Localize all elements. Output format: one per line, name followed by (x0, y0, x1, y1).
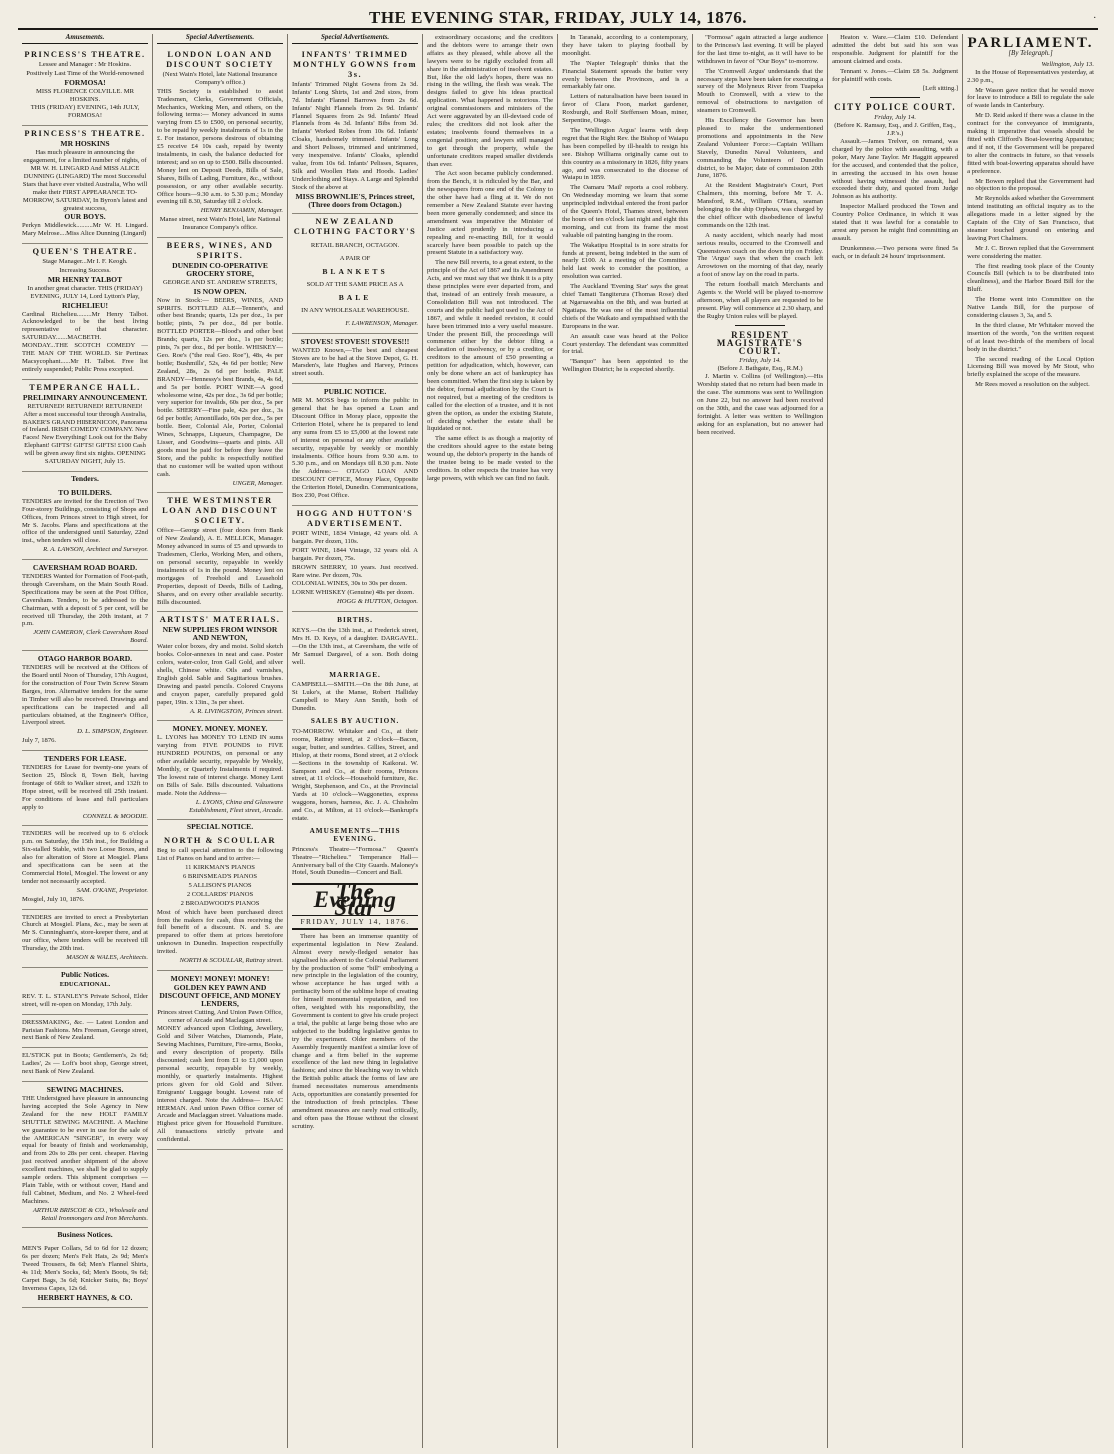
ad-text: Office—George street (four doors from Bank of New Zealand), A. E. MELLICK, Manager. Money advanced in sums of £5 and upwards to Tradesmen, Clerks, Working Men, and others, on personal security, repayable in weekly instalments of 1s in the pound. Money lent on mortgages of Freehold and Leasehold Properties, deposit of Deeds, Bills of Lading, Shares, and on every other available security. Bills discounted. (157, 527, 284, 606)
ad-date: July 7, 1876. (22, 737, 57, 745)
ad-text: Now in Stock:— BEERS, WINES, AND SPIRITS. BOTTLED ALE—Tennent's, and other best Brands; quarts, 12s per doz., 1s per bottle; pints, 7s per doz., 8d per bottle. BOTTLED PORTER—Blood's and other best Brands; quarts, 12s per doz., 1s per bottle; pints, 7s per doz., 8d per bottle. WHISKEY—Geo. Roe's ("the real Geo. Roe"), 48s, 4s per bottle; Bushmills', 52s, 4s 6d per bottle; New Zealand, 28s, 2s 6d per bottle. PALE BRANDY—Hennessy's best Brands, 4s, 4s 6d, and 5s per bottle. PORT WINE—A good wholesome wine, 42s per doz., 3s 6d per bottle; very superior for invalids, 60s per doz., 5s per bottle. SHERRY—Fine pale, 42s per doz., 3s 6d per bottle; Amontillado, 60s per doz., 5s per bottle. Beer, Colonial Ale, Porter, Colonial Wines, Schnapps, Liqueurs, Champagne, De Lisser, and Goodwins—quarts and pints. All goods must be paid for before they leave the Store, and the public is respectfully notified that no customer will be waited upon without cash. (157, 296, 284, 478)
tender-church (22, 910, 148, 968)
ad-text: Beg to call special attention to the following List of Pianos on hand and to arrive:— (157, 847, 284, 863)
ad-date: Mosgiel, July 10, 1876. (22, 895, 85, 903)
ad-text: WANTED Known,—The best and cheapest Stoves are to be had at the Stove Depot, G. H. Marsden's, late Hughes and Harvey, Princes street south. (292, 346, 419, 378)
sales-text: TO-MORROW. Whitaker and Co., at their rooms, Rattray street, at 2 o'clock—Bacon, sugar, butter, and sundries. Gillies, Street, and Hislop, at their rooms, Bond street, at 2 o'clock—Sections in the township of Kaikorai. W. Sampson and Co., at their rooms, Princes street, at 11 o'clock—Household furniture, &c. Wright, Stephenson, and Co., at the Provincial Yards at 10 o'clock—Waggonettes, express waggons, horses, harness, &c. J. A. Chisholm and Co., at Milton, at 11 o'clock—Bankrupt's estate. (292, 728, 419, 822)
section-public-notices: Public Notices. (60, 970, 110, 979)
ad-title: QUEEN'S THEATRE. (32, 247, 138, 257)
ad-show: RICHELIEU! (62, 300, 108, 310)
ad-title: MONEY! MONEY! MONEY! (170, 974, 270, 983)
evening-star-flag: The Evening Star (292, 883, 418, 916)
parliament-paragraph: The second reading of the Local Option Licensing Bill was moved by Mr Stout, who briefly explained the scope of the measure. (967, 355, 1094, 379)
ad-lead: GOLDEN KEY PAWN AND DISCOUNT OFFICE, AND MONEY LENDERS, (159, 982, 281, 1008)
ad-temperance-hall (22, 380, 148, 472)
ad-signature: MASON & WALES, Architects. (66, 954, 149, 962)
list-item: 2 COLLARDS' PIANOS (186, 890, 254, 898)
masthead (18, 6, 1098, 30)
ad-signature: L. LYONS, China and Glassware Establishment, Fleet street, Arcade. (189, 798, 284, 814)
ad-lead: BLANKETS (322, 267, 388, 277)
ad-show: FORMOSA! (64, 77, 106, 87)
ad-text: MR M. MOSS begs to inform the public in general that he has opened a Loan and Discount Office in Moray place, opposite the Criterion Hotel, where he is prepared to lend any sums from £5 to £5,000 at the lowest rate of interest on personal or any other available security, repayable by weekly or monthly instalments. Office hours from 9.30 a.m. to 5.30 p.m., and on Mondays till 8.30 p.m. Note the Address:— OTAGO LOAN AND DISCOUNT OFFICE, Moray Place, Opposite the Criterion Hotel, Dunedin. Communications, Box 230, Post Office. (292, 397, 419, 500)
ad-text: RETAIL BRANCH, OCTAGON. (310, 242, 400, 250)
ad-text: Water color boxes, dry and moist. Solid sketch books. Color-annexes in neat and case. Poster colors, water-color, Iron Gall Gold, and silver shells, Chinese white. Oils and varnishes, English gold. Sable and Sagittarious brushes. Drawing and pastel pencils. Colored Crayons and crayon paper, carefully prepared gold paper, 19in. x 13in., 3s per sheet. (157, 643, 284, 706)
rm-court-before: (Before J. Bathgate, Esq., R.M.) (717, 365, 803, 373)
editorial-paragraph: There has been an immense quantity of experimental legislation in New Zealand. Almost every newly-fledged senator has signalised his advent to the Colonial Parliament by the production of some "bill" embodying a new principle in the legislation of the country, whose acceptance he has urged with a pertinacity born of the sublime hope of creating for himself monumental reputation, and too often, weighted with his responsibility, the Government is content to give his crude project a trial, the public at large being those who are subjected to the budding legislative genius to try the experiment. Older members of the Assembly frequently manifest a similar love of change and a firm belief in the supreme excellence of the last new thing in legislative fashions; and since the bleaching way in which the British public attack the forms of law are framed necessitates numerous amendments Acts, opportunities are constantly presented for the introduction of fresh principles. These amendment measures are rarely read critically, and often pass the House without the closest scrutiny. (292, 932, 419, 1130)
ad-north-scoullar (157, 833, 283, 971)
news-paragraph: At the Resident Magistrate's Court, Port Chalmers, this morning, before Mr T. A. Mansford, R.M., William O'Hara, seaman belonging to the ship Orpheus, was charged by the chief officer with disobedience of lawful commands on the 12th inst. (697, 182, 824, 229)
ad-signature: SAM. O'KANE, Proprietor. (76, 886, 149, 894)
ad-lead: NEW SUPPLIES FROM WINSOR AND NEWTON, (162, 625, 278, 643)
parliament-paragraph: In the third clause, Mr Whitaker moved the insertion of the words, "on the written request of at least two-thirds of the members of local body in the district." (967, 321, 1094, 353)
notice-3 (22, 1048, 148, 1082)
article-paragraph: The Act soon became publicly condemned. from the Bench, it is ridiculed by the Bar, and the newspapers from one end of the Colony to the other have had a fling at it. We do not remember a New Zealand Statute ever having been more generally condemned; and since its amendment was imperative the Minister of Justice acted prudently in introducing a repealing and re-enacting Bill, for it would scarcely have been possible to patch up the present Statute in a satisfactory way. (427, 170, 554, 257)
parliament-paragraph: In the House of Representatives yesterday, at 2.30 p.m., (967, 68, 1094, 84)
tender-harbor (22, 651, 148, 751)
ad-text: RETURNED! RETURNED! RETURNED! After a most successful tour through Australia, BAKER'S GRAND HIBERNICON, Panorama of Ireland. IRISH COMEDY COMPANY. New Faces! New Everything! Look out for the Baby Elephant! GIFTS! GIFTS! GIFTS! £100 Cash will be given away first six nights. OPENING SATURDAY NIGHT, July 15. (22, 402, 148, 466)
rm-court-text: J. Martin v. Collins (of Wellington).—His Worship stated that no return had been made in the case. The summons was sent to Wellington on June 22, but no answer had been received on the 30th, and the case was adjourned for a fortnight. A letter was written to Wellington asking for an explanation, but no answer had been received. (697, 373, 824, 436)
article-paragraph: The new Bill reverts, to a great extent, to the principle of the Act of 1867 and its Amendment Acts, and we must say that we think it is a pity these principles were ever departed from, and that, instead of an entirely fresh measure, a Consolidation Bill was not introduced. The courts and the public had got used to the Act of 1867, and while it needed revision, it could have been trimmed into a very useful measure. Under the present Bill, the proceedings will commence either by the debtor filing a declaration of insolvency, or by a creditor, or creditors to the amount of £50 presenting a petition for adjudication, which, however, can only be done where an act of bankruptcy has been committed. When the first step is taken by the debtor, formal adjudication by the Court is not required, but a meeting of the creditors is called for the election of a trustee, and it is not given the option, as under the existing Statute, of deciding whether the estate shall be liquidated or not. (427, 259, 554, 433)
ad-text: REV. T. L. STANLEY'S Private School, Elder street, will re-open on Monday, 17th July. (22, 992, 149, 1008)
list-item: PORT WINE, 1844 Vintage, 32 years old. A bargain. Per dozen, 75s. (292, 546, 419, 562)
ad-title: TEMPERANCE HALL. (29, 382, 141, 392)
ad-text: Most of which have been purchased direct from the makers for cash, thus receiving the full benefit of a discount. N. and S. are prepared to offer them at prices heretofore unknown in Dunedin. Inspection respectfully invited. (157, 908, 284, 956)
ad-signature: F. LAWRENSON, Manager. (345, 319, 419, 327)
ad-text: THIS (FRIDAY) EVENING, 14th JULY, FORMOSA! (30, 104, 140, 120)
ad-title: LONDON LOAN AND DISCOUNT SOCIETY (166, 49, 274, 69)
court-paragraph: Tennant v. Jones.—Claim £8 5s. Judgment for plaintiff with costs. (832, 67, 959, 83)
ad-text: TENDERS will be received at the Offices of the Board until Noon of Thursday, 17th August, for the construction of Four Twin Screw Steam Barges, iron. Alternative tenders for the same in Timber will also be received. Drawings and specifications can be inspected and all particulars obtained, at the Engineer's Office, Liverpool street. (22, 664, 149, 727)
list-item: 11 KIRKMAN'S PIANOS (185, 864, 255, 872)
police-court-paragraph: Assault.—James Trelver, on remand, was charged by the police with assaulting, with a poker, Mary Jane Taylor. Mr Haggitt appeared for the accused, and contended that the police, in arresting the accused in his own house without having witnessed the assault, had exceeded their duty, and quoted from Judge Johnson as his authority. (832, 137, 959, 201)
ad-nz-clothing (292, 214, 418, 333)
ad-text: TENDERS Wanted for Formation of Foot-path, through Caversham, on the Main South Road. Specifications may be seen at the Post Office, Caversham. Tenders, to be addressed to the Chairman, with a deposit of 5 per cent, will be received till Thursday, the 20th instant, at 7 p.m. (22, 573, 149, 628)
section-header: Special Advertisements. (157, 34, 283, 44)
divider (735, 325, 785, 326)
list-item: PORT WINE, 1834 Vintage, 42 years old. A bargain. Per dozen, 110s. (292, 529, 419, 545)
column-4 (423, 34, 558, 1448)
news-paragraph: The Auckland 'Evening Star' says the great chief Tamati Tangiterura (Thomas Rose) died at Ngaruawahia on the 8th, and was buried at Ngatiapa. He was one of the most influential chiefs of the Waikato and sympathised with the Europeans in the war. (562, 283, 689, 330)
ad-title: BEERS, WINES, AND SPIRITS. (166, 241, 274, 261)
ad-signature: HOGG & HUTTON, Octagon. (337, 598, 419, 606)
page-number: . (1093, 10, 1096, 21)
ad-text: A PAIR OF (339, 255, 371, 263)
news-paragraph: The return football match Merchants and Agents v. the World will be played to-morrow afternoon, when all players are requested to be present. Play will commence at 2.30 sharp, and the Rugby Union rules will be played. (697, 281, 824, 320)
notice-1 (22, 989, 148, 1015)
news-paragraph: The Wakatipu Hospital is in sore straits for funds at present, being indebted in the sum of nearly £100. At a meeting of the Committee held last week to consider the position, a resolution was carried. (562, 241, 689, 281)
ad-show: OUR BOYS. (64, 212, 106, 222)
list-item: 6 BRINSMEAD'S PIANOS (182, 873, 258, 881)
section-business-notices: Business Notices. (57, 1230, 113, 1240)
tender-builders (22, 485, 148, 560)
parliament-paragraph: Mr Reynolds asked whether the Government intend instituting an official inquiry as to the allegations made in a letter signed by the Captain of the City of San Francisco, that steamer touched ground on entering and leaving Port Chalmers. (967, 195, 1094, 242)
ad-signature: A. R. LIVINGSTON, Princes street. (189, 707, 284, 715)
ad-text: TENDERS for Lease for twenty-one years of Section 25, Block 8, Town Belt, having frontage of 66ft to Walker street, and 132ft to Hope street, will be received till 25th instant. For conditions of lease and full particulars apply to (22, 764, 149, 811)
ad-text: SOLD AT THE SAME PRICE AS A (306, 281, 404, 289)
parliament-paragraph: The first reading took place of the County Councils Bill (which is to be distributed into cleanliness), and the Harbor Board Bill for the Bluff. (967, 262, 1094, 294)
ad-text: MISS FLORENCE COLVILLE. MR HOSKINS. (36, 87, 134, 103)
ad-signature: D. L. SIMPSON, Engineer. (77, 728, 149, 736)
ad-title: CAVERSHAM ROAD BOARD. (32, 563, 138, 573)
police-court-paragraph: Drunkenness.—Two persons were fined 5s each, or in default 24 hours' imprisonment. (832, 244, 959, 260)
ad-hogg-hutton (292, 506, 418, 612)
masthead-title: THE EVENING STAR, FRIDAY, JULY 14, 1876. (368, 8, 748, 27)
ad-title: PUBLIC NOTICE. (323, 387, 387, 397)
police-court-date: Friday, July 14. (874, 114, 916, 122)
ad-text: (Next Wain's Hotel, late National Insurance Company's office.) (162, 70, 278, 86)
ad-text: Stage Manager...Mr I. F. Keogh. (42, 258, 128, 266)
news-paragraph: In Taranaki, according to a contemporary, they have taken to playing football by moonlight. (562, 34, 689, 57)
ad-lead: MR HENRY TALBOT (47, 274, 123, 284)
ad-mens-clothing (22, 1241, 148, 1307)
section-header: Amusements. (22, 34, 148, 44)
ad-text: TENDERS will be received up to 6 o'clock p.m. on Saturday, the 15th inst., for Building a Six-stalled Stable, with two Loose Boxes, and also for alteration of Store at Mosgiel. Plans and specifications can be seen at the Commercial Hotel, Mosgiel. The lowest or any tender not necessarily accepted. (22, 830, 149, 885)
ad-title: PRINCESS'S THEATRE. (24, 129, 146, 139)
ad-infants-gowns (292, 47, 418, 215)
ad-lead: BALE (338, 293, 372, 303)
ad-title: NORTH & SCOULLAR (163, 836, 277, 846)
ad-text: DRESSMAKING, &c. — Latest London and Parisian Fashions. Mrs Freeman, George street, next Bank of New Zealand. (22, 1018, 149, 1042)
news-paragraph: The 'Cromwell Argus' understands that the necessary steps have been taken for executing a survey of the Molyneux River from Tuapeka Mouth to Cromwell, with a view to the removal of obstructions to navigation of steamers to Cromwell. (697, 67, 824, 115)
list-item: 2 BROADWOOD'S PIANOS (180, 899, 260, 907)
ad-text: Manse street, next Wain's Hotel, late National Insurance Company's office. (159, 216, 281, 232)
news-paragraph: His Excellency the Governor has been pleased to make the undermentioned promotions and appointments in the New Zealand Volunteer Force:—Captain William Stavely, Dunedin Naval Volunteers, and commanding the Volunteers of Dunedin district, to be Major; date of commission 20th June, 1876. (697, 117, 824, 180)
ad-signature: HENRY BENJAMIN, Manager. (200, 207, 284, 215)
news-paragraph: Letters of naturalisation have been issued in favor of Clara Foon, market gardener, Roxburgh, and Rolf Steffensen Moan, miner, Serpentine, Otago. (562, 93, 689, 125)
ad-title: MONEY. MONEY. MONEY. (172, 724, 268, 734)
column-3 (288, 34, 423, 1448)
column-7 (828, 34, 963, 1448)
column-5 (558, 34, 693, 1448)
ad-text: L. LYONS has MONEY TO LEND IN sums varying from FIVE POUNDS to FIVE HUNDRED POUNDS, on personal or any other available security, repayable by Weekly, Monthly, or Quarterly Instalments if required. The lowest rate of interest charge. Money Lent on Bills of Sale. Bills discounted. Valuations made. Note the Address— (157, 734, 284, 797)
column-1 (18, 34, 153, 1448)
telegraph-note: [By Telegraph.] (1008, 48, 1053, 57)
editorial-date: FRIDAY, JULY 14, 1876. (292, 918, 418, 930)
ad-title: OTAGO HARBOR BOARD. (37, 654, 133, 664)
ad-artists-materials (157, 612, 283, 721)
ad-text: MEN'S Paper Collars, 5d to 6d for 12 dozen; 6s per dozen; Men's Felt Hats, 2s 9d; Men's Tweed Trousers, 8s 6d; Men's Flannel Shirts, 4s 11d; Men's Socks, 6d; Men's Boots, 9s 6d; Carpet Bags, 3s 6d; Knicker Suits, 8s; Boys' Inverness Capes, 12s 6d. (22, 1245, 149, 1292)
ad-signature: HERBERT HAYNES, & CO. (37, 1292, 133, 1302)
ad-title: HOGG AND HUTTON'S ADVERTISEMENT. (296, 508, 414, 528)
parliament-paragraph: Mr Wason gave notice that he would move for leave to introduce a Bill to regulate the sale of waste lands in Canterbury. (967, 86, 1094, 110)
news-paragraph: The Oamaru 'Mail' reports a cool robbery. On Wednesday morning we learn that some unprincipled individual entered the front parlor of the Queen's Hotel, Thames street, between the hours of ten o'clock last night and eight this morning, and cut from its frame the most valuable oil painting hanging in the room. (562, 184, 689, 239)
column-2 (153, 34, 288, 1448)
ad-text: In another great character. THIS (FRIDAY) EVENING, JULY 14, Lord Lytton's Play, (27, 284, 143, 300)
ad-princess-ourboys (22, 126, 148, 244)
ad-lead: DUNEDIN CO-OPERATIVE GROCERY STORE, (172, 261, 268, 278)
notice-2 (22, 1015, 148, 1049)
parliament-paragraph: Mr D. Reid asked if there was a clause in the contract for the conveyance of immigrants, making it imperative that vessels should be fitted with Clifford's Boat-lowering Apparatus; and if not, if the Government will be prepared to alter the contracts in future, so that vessels fitted with boat-lowering apparatus should have a preference. (967, 112, 1094, 175)
ad-signature: MISS BROWNLIE'S, Princes street, (Three doors from Octagon.) (295, 191, 415, 209)
ad-title: ARTISTS' MATERIALS. (159, 615, 281, 625)
parliament-paragraph: Mr J. C. Brown replied that the Government were considering the matter. (967, 244, 1094, 260)
ad-public-notice-moss (292, 384, 418, 506)
ad-title: STOVES! STOVES!! STOVES!!! (300, 336, 410, 346)
ad-golden-key-pawn (157, 971, 283, 1150)
ad-stoves (292, 334, 418, 385)
parliament-paragraph: The Home went into Committee on the Native Lands Bill, for the purpose of considering clauses 3, 3a, and 5. (967, 296, 1094, 319)
ad-text: GEORGE AND ST. ANDREW STREETS, (162, 278, 278, 286)
news-paragraph: A nasty accident, which nearly had most serious results, occurred to the Cromwell and Queenstown coach on the down trip on Friday. The 'Argus' says that when the coach left Arrowtown on the morning of that day, nearly a foot of snow lay on the road in parts. (697, 231, 824, 279)
ad-sewing-machines (22, 1082, 148, 1228)
parliament-dateline: Wellington, July 13. (1041, 60, 1094, 68)
news-paragraph: "Banquo" has been appointed to the Wellington District; he is expected shortly. (562, 358, 689, 374)
editorial-article (292, 933, 418, 1131)
ad-text: EL'STICK put in Boots; Gentlemen's, 2s 6d; Ladies', 2s — Loft's boot shop, George street, next Bank of New Zealand. (22, 1052, 149, 1076)
ad-signature: UNGER, Manager. (232, 479, 284, 487)
ad-text: Perkyn Middlewick..........Mr W. H. Lingard. Mary Melrose....Miss Alice Dunning (Lingard) (22, 222, 149, 238)
left-sitting: [Left sitting.] (922, 85, 959, 93)
ad-text: THIS Society is established to assist Tradesmen, Clerks, Government Officials, Mechanics, Working Men, and others, on the following terms:— Money advanced in sums varying from £5 to £500, on personal security, to be repaid by weekly instalments of 1s in the £. For instance, persons desirous of obtaining £5 receive £4 10s cash, repaid by twenty instalments, in cash, the balance deducted for interest; and so on up to £500. Bills discounted. Money lent on Deposit Deeds, Bills of Sale, Shares, Bills of Lading, Furniture, &c., without possession, or any other available security. Office hours—9.30 a.m. to 5.30 p.m.; Monday evening till 8.30, Saturday till 2 o'clock. (157, 87, 284, 206)
ad-text: IN ANY WHOLESALE WAREHOUSE. (301, 306, 409, 314)
parliament-paragraph: Mr Rees moved a resolution on the subject. (975, 381, 1090, 389)
ad-title: INFANTS' TRIMMED MONTHLY GOWNS from 3s. (293, 49, 417, 79)
rm-court-heading: RESIDENT MAGISTRATE'S COURT. (716, 329, 804, 356)
amusements-text: Princess's Theatre—"Formosa." Queen's Theatre—"Richelieu." Temperance Hall—Anniversary ball of the City Guards. Maloney's Hotel, South Dunedin—Concert and Ball. (292, 845, 419, 877)
section-header: Special Advertisements. (292, 34, 418, 44)
amusements-heading: AMUSEMENTS—THIS EVENING. (309, 826, 401, 843)
newspaper-page (18, 6, 1098, 1448)
ad-text: Lessee and Manager : Mr Hoskins. (38, 60, 132, 68)
ad-lyons-money (157, 721, 283, 820)
ad-westminster-loan (157, 493, 283, 612)
ad-text: Infants' Trimmed Night Gowns from 2s 3d. Infants' Long Shirts, 1st and 2nd sizes, from 7d. Infants' Flannel Barrows from 2s 6d. Infants' Night Flannels from 2s 9d. Infants' Flannel Squares from 2s 9d. Infants' Head Flannels from 4s 3d. Infants' Bibs from 3d. Infants' Worked Robes from 10s 6d. Infants' Cloaks, handsomely trimmed. Infants' Long and Short Pelisses, trimmed and untrimmed, very inexpensive. Infants' Cloaks, splendid value, from 10s 6d. Infants' Pelisses, Squares, Silk and Woollen Hats and Hoods. Ladies' Underclothing and Stays. A Large and Splendid Stock of the above at (292, 80, 419, 191)
rm-court-date: Friday, July 14. (739, 357, 781, 365)
educational-heading: EDUCATIONAL. (59, 980, 111, 988)
parliament-heading: PARLIAMENT. (967, 35, 1094, 51)
court-paragraph: Heaton v. Ware.—Claim £10. Defendant admitted the debt but said his son was responsible. Judgment for plaintiff for the amount claimed and costs. (832, 34, 959, 65)
ad-beers-wines (157, 238, 283, 493)
ad-signature: ARTHUR BRISCOE & CO., Wholesale and Retail Ironmongers and Iron Merchants. (32, 1206, 149, 1222)
news-paragraph: The 'Napier Telegraph' thinks that the Financial Statement spreads the butter very evenly between the Provinces, and is a remarkably fair one. (562, 59, 689, 91)
parliament-paragraph: Mr Bowen replied that the Government had no objection to the proposal. (967, 177, 1094, 193)
births-text: KEYS.—On the 13th inst., at Frederick street, Mrs H. D. Keys, of a daughter. DARGAVEL.—On the 13th inst., at Caversham, the wife of Mr Samuel Dargavel, of a son. Both doing well. (292, 627, 419, 666)
section-special-notice: SPECIAL NOTICE. (186, 822, 254, 832)
ad-signature: JOHN CAMERON, Clerk Caversham Road Board. (33, 629, 149, 645)
ad-title: THE WESTMINSTER LOAN AND DISCOUNT SOCIETY. (162, 496, 278, 526)
news-paragraph: The 'Wellington Argus' learns with deep regret that the Right Rev. the Bishop of Waiapu has been compelled by ill-health to resign his see. Bishop Williams originally came out to this country as a missionary in 1826, fifty years ago, and was consecrated to the diocese of Waiapu in 1859. (562, 126, 689, 182)
ad-text: Increasing Success. (59, 267, 111, 275)
news-paragraph: An assault case was heard at the Police Court yesterday. The defendant was committed for trial. (562, 332, 689, 356)
police-court-paragraph: Inspector Mallard produced the Town and Country Police Ordinance, in which it was stated that it was lawful for a constable to arrest any person he might find committing an assault. (832, 203, 959, 242)
births-heading: BIRTHS. (337, 616, 373, 625)
ad-text: Princes street Cutting, And Union Pawn Office, corner of Arcade and Maclaggan street. (157, 1008, 283, 1024)
ad-title: PRINCESS'S THEATRE. (24, 49, 146, 59)
ad-title: TENDERS FOR LEASE. (43, 754, 127, 764)
police-court-heading: CITY POLICE COURT. (834, 102, 957, 113)
article-paragraph: extraordinary occasions; and the creditors and the debtors were to arrange their own affairs as they pleased, while above all the lawyers were to be rigidly excluded from all share in the administration of insolvent estates. But, like the old lady's hopes, there was no rising in the willing, the flesh was weak. The designs failed to give his ideas practical application. What happened is notorious. The original commissioners and ministers of the Act were aggravated by an ill-devised code of rules; the creditors did not look after the estates; insolvents found themselves in a congenial position; and lawyers still managed to get through the property, while the unfortunate creditors reaped smaller dividends than ever. (427, 34, 554, 168)
tender-stable (22, 826, 148, 909)
ad-text: TENDERS are invited for the Erection of Two Four-storey Buildings, consisting of Shops and Offices, from Princes street to High street, for Mr S. Jacobs. Plans and specifications at the office of the undersigned until Saturday, 22nd inst., when tenders will close. (22, 497, 149, 545)
article-paragraph: The same effect is as though a majority of the creditors should agree to the estate being wound up, the debtor's property in the hands of the trustee being to be made vested to the creditors. In other respects the trustee has very large powers, with which we can find no fault. (427, 435, 554, 482)
sales-heading: SALES BY AUCTION. (310, 717, 400, 726)
ad-lead: IS NOW OPEN. (193, 286, 247, 296)
list-item: BROWN SHERRY, 10 years. Just received. Rare wine. Per dozen, 70s. (292, 563, 419, 579)
ad-text: Has much pleasure in announcing the engagement, for a limited number of nights, of MR W. H. LINGARD And MISS ALICE DUNNING (LINGARD) The most Successful Stars that have ever visited Australia, Who will make their FIRST APPEARANCE TO-MORROW, SATURDAY, In Byron's latest and greatest success, (22, 149, 148, 212)
ad-signature: R. A. LAWSON, Architect and Surveyor. (43, 546, 149, 554)
ad-london-loan (157, 47, 283, 238)
ad-princess-formosa (22, 47, 148, 126)
divider (870, 97, 920, 98)
column-6 (693, 34, 828, 1448)
ad-text: Positively Last Time of the World-renowned (26, 69, 144, 77)
marriage-heading: MARRIAGE. (329, 670, 381, 679)
ad-text: THE Undersigned have pleasure in announcing having accepted the Sole Agency in New Zealand for the new HOLT FAMILY SHUTTLE SEWING MACHINE. A Machine we guarantee to be ever in use for the sale of the AMERICAN "SINGER", in every way equal for beauty of finish and workmanship, and from 20s to 28s per cent. cheaper. Having just received another shipment of the above excellent machines, we shall be glad to supply sample orders. This shipment comprises — Plain Table, with or without cover, Hand and full Cabinet, Medium, and No. 2 Wheel-feed Machines. (22, 1094, 149, 1205)
list-item: COLONIAL WINES, 30s to 30s per dozen. (292, 580, 408, 588)
ad-title: NEW ZEALAND CLOTHING FACTORY'S (293, 217, 417, 237)
section-tenders: Tenders. (71, 473, 99, 483)
ad-text: Cardinal Richelieu.........Mr Henry Talbot. Acknowledged to be the best living representative of that character. SATURDAY.......MACBETH. MONDAY...THE SCOTCH COMEDY — THE MAN OF THE WORLD. Sir Pertinax Macsycophant......Mr H. Talbot. Free list entirely suspended; Public Press excepted. (22, 310, 149, 373)
police-court-before: (Before K. Ramsay, Esq., and J. Griffen, Esq., J.P.'s.) (834, 122, 956, 138)
ad-signature: CONNELL & MOODIE. (82, 812, 149, 820)
column-8 (963, 34, 1098, 1448)
ad-lead: MR HOSKINS (60, 139, 110, 149)
tender-lease (22, 751, 148, 826)
ad-lead: PRELIMINARY ANNOUNCEMENT. (22, 392, 148, 402)
ad-signature: NORTH & SCOULLAR, Rattray street. (179, 957, 284, 965)
ad-text: TENDERS are invited to erect a Presbyterian Church at Mosgiel. Plans, &c., may be seen at Mr S. Cunningham's, store-keeper there, and at our office, where tenders will be received till Thursday, the 20th inst. (22, 913, 149, 953)
ad-title: SEWING MACHINES. (46, 1085, 124, 1095)
list-item: LORNE WHISKEY (Genuine) 48s per dozen. (292, 589, 414, 597)
ad-title: TO BUILDERS. (58, 487, 112, 497)
marriage-text: CAMPBELL—SMITH.—On the 8th June, at St Luke's, at the Manse, Robert Halliday Campbell to Mary Ann Smith, both of Dunedin. (292, 681, 419, 713)
tender-caversham (22, 560, 148, 651)
ad-text: MONEY advanced upon Clothing, Jewellery, Gold and Silver Watches, Diamonds, Plate, Sewing Machines, Furniture, Fire-arms, Books, and every description of property. Bills discounted; cash lent from £1 to £1,000 upon personal security, repayable by weekly, monthly, or quarterly instalments. Highest prices given for old Gold and Silver. Emigrants' Luggage bought. Lowest rate of interest charged. Note the Address— ISAAC HERMAN. And union Pawn Office corner of Arcade and Maclaggan street. Valuations made. Highest price given for Household Furniture. All transactions strictly private and confidential. (157, 1025, 284, 1144)
ad-queens-theatre (22, 244, 148, 380)
news-paragraph: "Formosa" again attracted a large audience to the Princess's last evening. It will be played for the last time to-night, as it will have to be withdrawn in favor of "Our Boys" to-morrow. (697, 34, 824, 65)
list-item: 5 ALLISON'S PIANOS (188, 881, 252, 889)
